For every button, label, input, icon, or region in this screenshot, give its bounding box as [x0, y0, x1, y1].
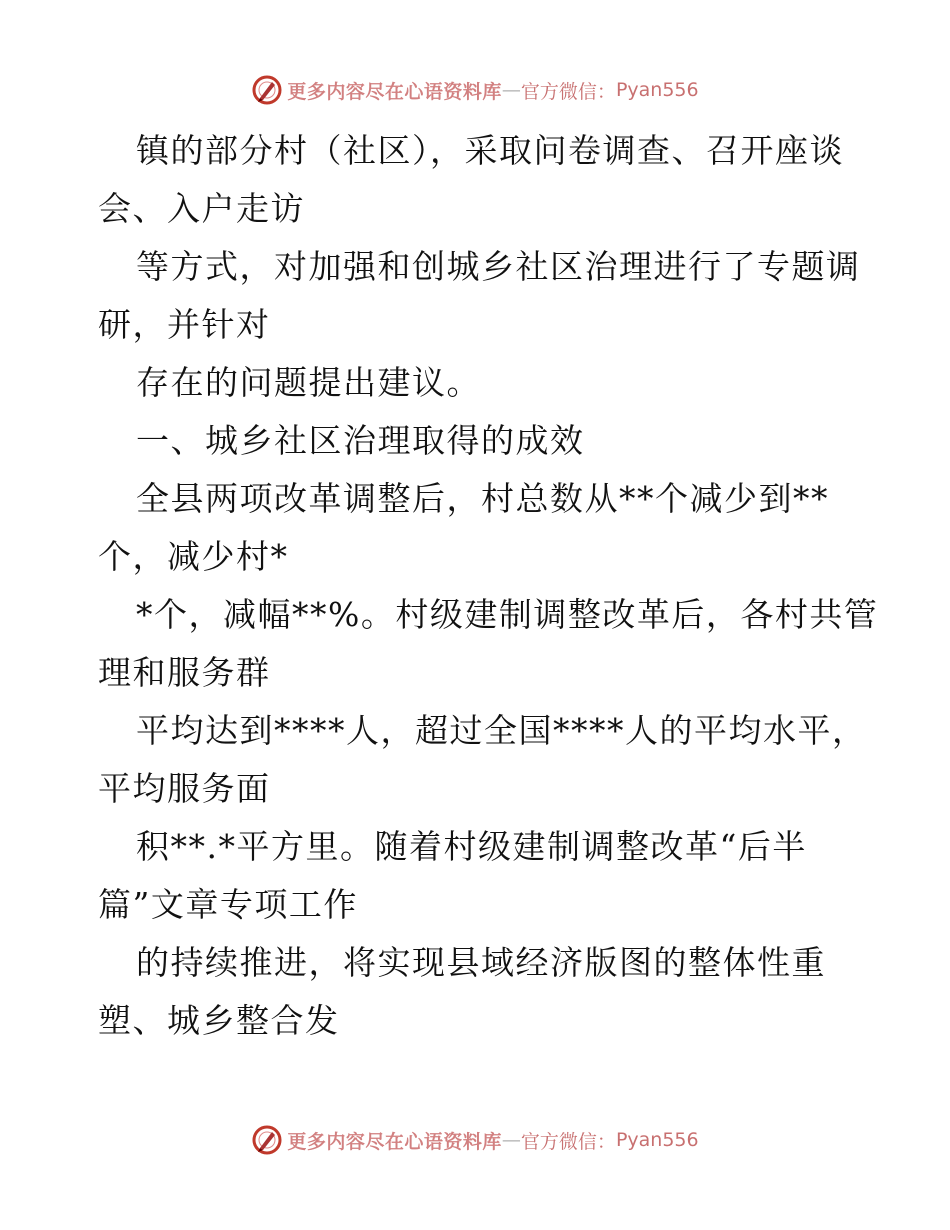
paragraph-line: 篇”文章专项工作	[98, 885, 358, 924]
paragraph-line: *个，减幅**%。村级建制调整改革后，各村共管	[136, 595, 879, 634]
paragraph-line: 积**.*平方里。随着村级建制调整改革“后半	[136, 827, 807, 866]
paragraph-line: 平均达到****人，超过全国****人的平均水平，	[136, 711, 867, 750]
header-banner	[0, 72, 950, 108]
banner-wechat-id: Pyan556	[615, 79, 699, 101]
footer-banner	[0, 1122, 950, 1158]
pen-circle-logo-icon	[251, 1124, 283, 1156]
paragraph-line: 全县两项改革调整后，村总数从**个减少到**	[136, 479, 829, 518]
paragraph-line: 个，减少村*	[98, 537, 289, 576]
paragraph-line: 理和服务群	[98, 653, 271, 692]
paragraph-line: 的持续推进，将实现县域经济版图的整体性重	[136, 943, 826, 982]
banner-text: 更多内容尽在心语资料库	[287, 1130, 502, 1153]
banner-text: 更多内容尽在心语资料库	[287, 80, 502, 103]
paragraph-line: 塑、城乡整合发	[98, 1001, 340, 1040]
section-heading: 一、城乡社区治理取得的成效	[136, 421, 585, 460]
paragraph-line: 会、入户走访	[98, 189, 305, 228]
banner-wechat-label: 官方微信：	[520, 1130, 616, 1153]
paragraph-line: 研，并针对	[98, 305, 271, 344]
pen-circle-logo-icon	[251, 74, 283, 106]
document-body	[98, 122, 879, 1050]
banner-separator: —	[501, 1129, 521, 1151]
banner-wechat-id: Pyan556	[615, 1129, 699, 1151]
paragraph-line: 存在的问题提出建议。	[136, 363, 481, 402]
paragraph-line: 平均服务面	[98, 769, 271, 808]
banner-separator: —	[501, 79, 521, 101]
banner-wechat-label: 官方微信：	[520, 80, 616, 103]
paragraph-line: 等方式，对加强和创城乡社区治理进行了专题调	[136, 247, 861, 286]
paragraph-line: 镇的部分村（社区），采取问卷调查、召开座谈	[136, 131, 844, 170]
